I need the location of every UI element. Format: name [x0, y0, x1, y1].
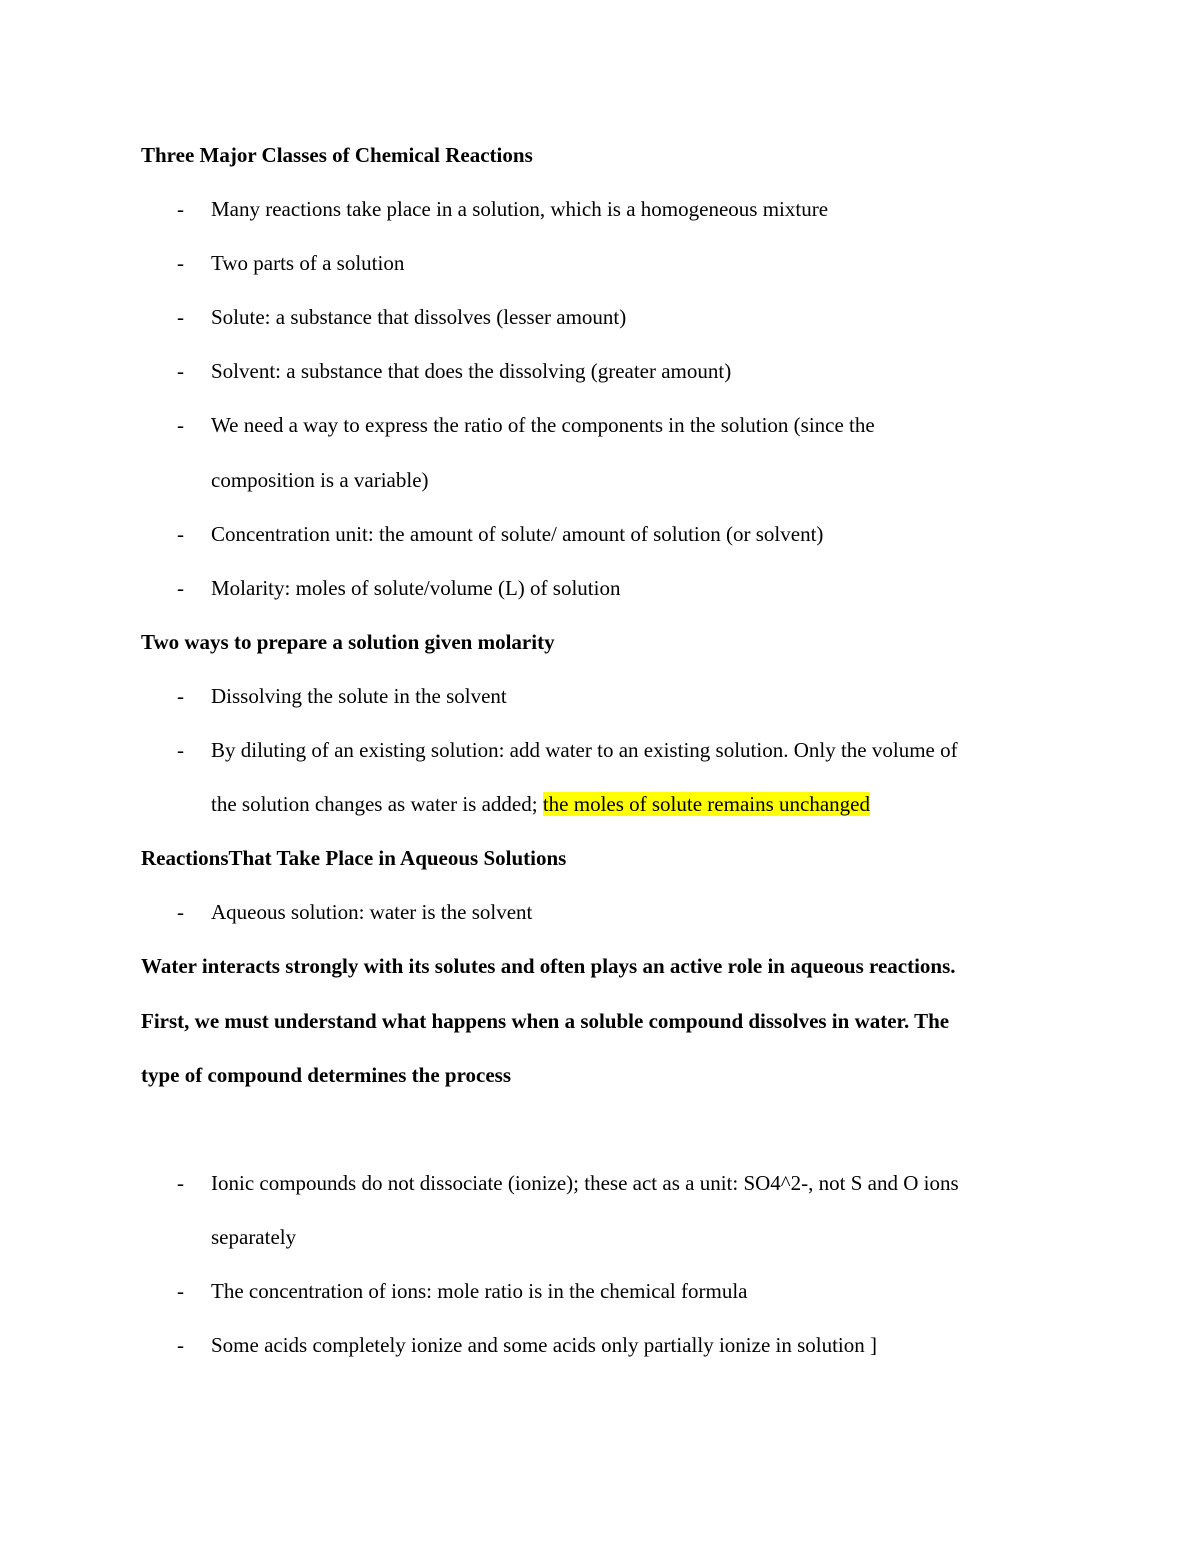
list-item: [141, 561, 1061, 615]
list-item-continuation: [141, 777, 1061, 831]
bullet-dash: -: [177, 1278, 184, 1303]
list-item-text: By diluting of an existing solution: add water to an existing solution. Only the volume of: [211, 738, 958, 763]
list-item-text: We need a way to express the ratio of the components in the solution (since the: [211, 413, 875, 438]
list-item-text: Molarity: moles of solute/volume (L) of solution: [211, 575, 621, 600]
heading-aqueous-reactions: ReactionsThat Take Place in Aqueous Solutions: [141, 846, 567, 871]
bullet-dash: -: [177, 575, 184, 600]
list-item: [141, 1156, 1061, 1210]
list-item: [141, 723, 1061, 777]
list-item-text: The concentration of ions: mole ratio is in the chemical formula: [211, 1278, 748, 1303]
blank-line: [141, 1102, 1061, 1156]
heading-two-ways: Two ways to prepare a solution given molarity: [141, 629, 555, 654]
bullet-dash: -: [177, 359, 184, 384]
list-item-text: Solvent: a substance that does the dissolving (greater amount): [211, 359, 732, 384]
bold-paragraph-line: type of compound determines the process: [141, 1062, 512, 1087]
list-item: [141, 1264, 1061, 1318]
bullet-dash: -: [177, 683, 184, 708]
bullet-dash: -: [177, 197, 184, 222]
list-item-text: Concentration unit: the amount of solute/ amount of solution (or solvent): [211, 521, 824, 546]
heading-three-major-classes: Three Major Classes of Chemical Reactions: [141, 143, 533, 167]
bullet-dash: -: [177, 900, 184, 925]
bullet-dash: -: [177, 1333, 184, 1358]
bold-paragraph-line: First, we must understand what happens when a soluble compound dissolves in water. The: [141, 1008, 950, 1033]
list-item-text: Some acids completely ionize and some acids only partially ionize in solution ]: [211, 1333, 878, 1358]
list-item: [141, 507, 1061, 561]
list-item: [141, 344, 1061, 398]
list-item-text: Aqueous solution: water is the solvent: [211, 900, 533, 925]
list-item: [141, 885, 1061, 939]
bullet-dash: -: [177, 521, 184, 546]
bullet-dash: -: [177, 251, 184, 276]
list-item: [141, 398, 1061, 452]
bold-paragraph-line: Water interacts strongly with its solutes and often plays an active role in aqueous reactions.: [141, 954, 956, 979]
list-item: [141, 236, 1061, 290]
bullet-dash: -: [177, 738, 184, 763]
list-item-text: Solute: a substance that dissolves (lesser amount): [211, 305, 627, 330]
list-item: [141, 290, 1061, 344]
list-item-text: Many reactions take place in a solution, which is a homogeneous mixture: [211, 197, 829, 222]
continuation-text: the solution changes as water is added;: [211, 792, 543, 817]
list-item-text: Dissolving the solute in the solvent: [211, 683, 507, 708]
bullet-dash: -: [177, 413, 184, 438]
highlighted-text: the moles of solute remains unchanged: [542, 792, 870, 817]
list-item-text: Ionic compounds do not dissociate (ionize); these act as a unit: SO4^2-, not S and O ions: [211, 1170, 959, 1195]
list-item: [141, 182, 1061, 236]
bullet-dash: -: [177, 1170, 184, 1195]
list-item-continuation: separately: [211, 1224, 297, 1249]
bullet-dash: -: [177, 305, 184, 330]
list-item: [141, 669, 1061, 723]
list-item: [141, 1318, 1061, 1372]
list-item-continuation: composition is a variable): [211, 467, 429, 492]
list-item-text: Two parts of a solution: [211, 251, 405, 276]
document-page: [141, 128, 1061, 1372]
